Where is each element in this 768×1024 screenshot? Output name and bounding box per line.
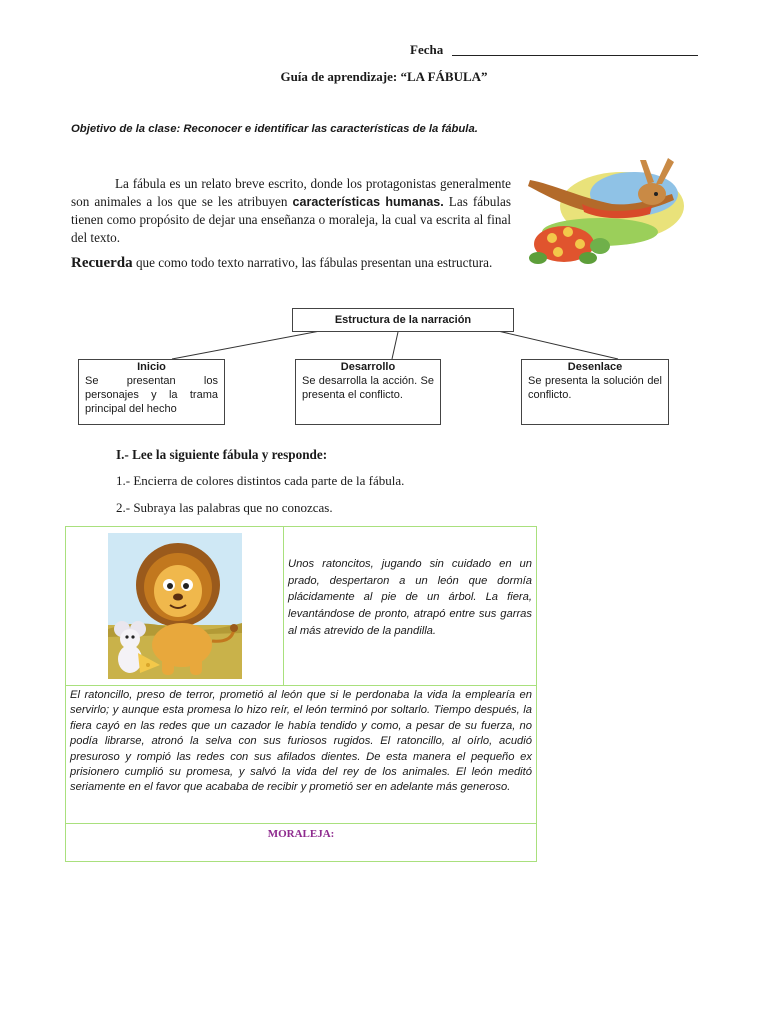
diagram-node-text: Se presenta la solución del conflicto. [528,375,662,401]
reminder-bold-word: Recuerda [71,255,133,271]
rabbit-turtle-illustration [522,154,688,272]
intro-text-1: La fábula es un relato breve escrito, donde los protagonistas generalmente son animales a los que se les atribuyen [71,176,511,209]
diagram-node-title: Desarrollo [340,361,396,373]
table-row-divider [65,685,537,686]
table-column-divider [283,526,284,686]
instructions-heading: I.- Lee la siguiente fábula y responde: [116,447,328,462]
intro-text-2: Las fábulas tienen como propósito de dejar una enseñanza o moraleja, la cual va escrita al final del texto. [71,193,511,245]
instruction-item: 1.- Encierra de colores distintos cada parte de la fábula. [116,473,405,488]
diagram-node-desenlace [521,359,669,425]
class-objective: Objetivo de la clase: Reconocer e identificar las características de la fábula. [71,123,478,135]
date-label: Fecha [410,42,444,57]
reminder-text: que como todo texto narrativo, las fábulas presentan una estructura. [132,255,493,270]
fable-body-text: El ratoncillo, preso de terror, prometió al león que si le perdonaba la vida la emplearía en servirlo; y aunque esta promesa lo hizo reír, el león terminó por soltarlo. Tiempo después, la fiera cayó en las redes que un cazador le había tendido y como, a pesar de su fuerza, no podía librarse, atronó la selva con sus furiosos rugidos. El ratoncillo, al oírlo, acudió presuroso y rompió las redes con sus afilados dientes. De esta manera el pequeño ex prisionero cumplió su promesa, y salvó la vida del rey de los animales. El león meditó seriamente en el favor que acababa de recibir y prometió ser en adelante más generoso. [70,689,532,794]
diagram-node-title: Inicio [137,361,166,373]
intro-paragraph [71,175,511,246]
instruction-item: 2.- Subraya las palabras que no conozcas. [116,500,333,515]
reminder-paragraph [71,255,511,271]
intro-bold-text: características humanas. [292,194,444,209]
table-row-divider [65,823,537,824]
diagram-node-text: Se desarrolla la acción. Se presenta el conflicto. [302,375,434,401]
page-title: Guía de aprendizaje: “LA FÁBULA” [280,69,488,84]
diagram-node-desarrollo [295,359,441,425]
date-blank-line [452,55,698,56]
fable-opening-text: Unos ratoncitos, jugando sin cuidado en un prado, despertaron a un león que dormía plácidamente al pie de un árbol. La fiera, levantándose de pronto, atrapó entre sus garras al más atrevido de la pandilla. [288,558,532,637]
moraleja-label: MORALEJA: [267,828,335,840]
lion-mouse-illustration [108,533,242,679]
diagram-node-inicio [78,359,225,425]
diagram-node-text: Se presentan los personajes y la trama principal del hecho [85,375,218,415]
diagram-root-box: Estructura de la narración [292,308,514,332]
diagram-node-title: Desenlace [567,361,623,373]
